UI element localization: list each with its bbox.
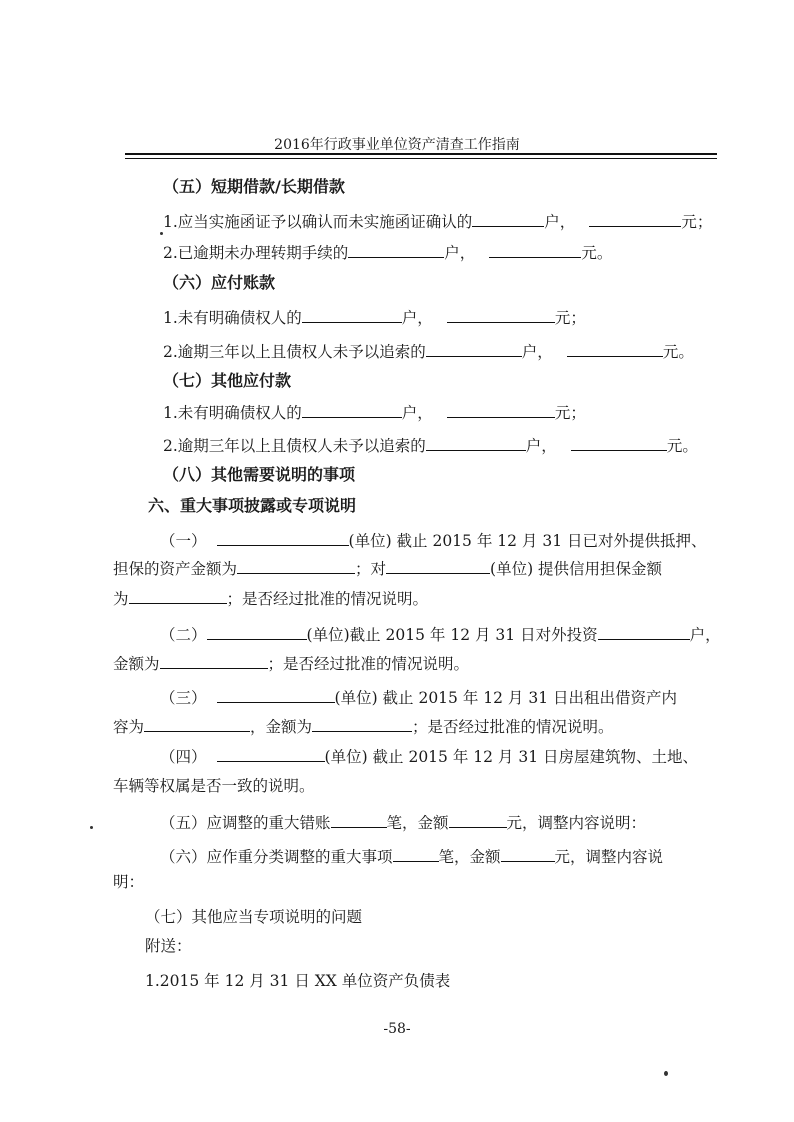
section-7-heading: （七）其他应付款	[163, 371, 292, 390]
section-6-line-1: 1.未有明确债权人的 户， 元；	[163, 309, 586, 327]
blank-field	[331, 812, 387, 828]
item-6-line-2: 明：	[113, 873, 145, 891]
blank-field	[160, 653, 268, 669]
blank-field	[302, 307, 402, 323]
item-7-line: （七）其他应当专项说明的问题	[145, 908, 363, 926]
item-1-line-3: 为 ；是否经过批准的情况说明。	[113, 590, 429, 608]
blank-field	[207, 624, 307, 640]
section-5-heading: （五）短期借款/长期借款	[163, 177, 345, 196]
blank-field	[348, 242, 444, 258]
section-7-line-2: 2.逾期三年以上且债权人未予以追索的 户， 元。	[163, 437, 698, 455]
blank-field	[567, 341, 663, 357]
section-5-line-2: 2.已逾期未办理转期手续的 户， 元。	[163, 244, 613, 262]
section-6-heading: （六）应付账款	[163, 273, 276, 292]
blank-field	[312, 716, 412, 732]
blank-field	[237, 558, 355, 574]
blank-field	[217, 530, 349, 546]
item-2-line-1: （二） (单位)截止 2015 年 12 月 31 日对外投资 户，	[160, 626, 721, 644]
item-6-line-1: （六）应作重分类调整的重大事项 笔，金额 元，调整内容说	[160, 848, 664, 866]
blank-field	[217, 746, 325, 762]
blank-field	[386, 558, 490, 574]
item-1-line-1: （一） (单位) 截止 2015 年 12 月 31 日已对外提供抵押、	[160, 532, 707, 550]
attachment-label: 附送：	[145, 937, 192, 955]
section-8-heading: （八）其他需要说明的事项	[163, 465, 356, 484]
scan-speck	[90, 826, 93, 829]
attachment-item-1: 1.2015 年 12 月 31 日 XX 单位资产负债表	[145, 972, 451, 990]
item-2-line-2: 金额为 ；是否经过批准的情况说明。	[113, 655, 470, 673]
running-header: 2016年行政事业单位资产清查工作指南	[274, 137, 520, 153]
item-5-line: （五）应调整的重大错账 笔，金额 元，调整内容说明：	[160, 814, 647, 832]
section-6-line-2: 2.逾期三年以上且债权人未予以追索的 户， 元。	[163, 343, 694, 361]
blank-field	[144, 716, 250, 732]
item-4-line-1: （四） (单位) 截止 2015 年 12 月 31 日房屋建筑物、土地、	[160, 748, 698, 766]
blank-field	[472, 211, 544, 227]
blank-field	[129, 588, 227, 604]
section-7-line-1: 1.未有明确债权人的 户， 元；	[163, 404, 586, 422]
blank-field	[447, 307, 555, 323]
blank-field	[426, 435, 526, 451]
blank-field	[449, 812, 507, 828]
page-number: -58-	[383, 1021, 411, 1037]
section-5-line-1: 1.应当实施函证予以确认而未实施函证确认的 户， 元；	[163, 213, 713, 231]
item-3-line-1: （三） (单位) 截止 2015 年 12 月 31 日出租出借资产内	[160, 689, 677, 707]
blank-field	[598, 624, 690, 640]
blank-field	[426, 341, 522, 357]
blank-field	[302, 402, 402, 418]
blank-field	[489, 242, 581, 258]
blank-field	[571, 435, 667, 451]
blank-field	[447, 402, 555, 418]
blank-field	[393, 846, 439, 862]
scan-speck	[664, 1071, 668, 1076]
scan-speck	[160, 232, 163, 235]
header-rule-thin	[125, 158, 717, 159]
item-3-line-2: 容为 ，金额为 ；是否经过批准的情况说明。	[113, 718, 614, 736]
blank-field	[217, 687, 335, 703]
header-rule-thick	[125, 153, 717, 155]
section-six-heading: 六、重大事项披露或专项说明	[148, 496, 357, 515]
blank-field	[589, 211, 681, 227]
item-4-line-2: 车辆等权属是否一致的说明。	[113, 777, 315, 795]
item-1-line-2: 担保的资产金额为 ；对 (单位) 提供信用担保金额	[113, 560, 663, 578]
blank-field	[501, 846, 555, 862]
